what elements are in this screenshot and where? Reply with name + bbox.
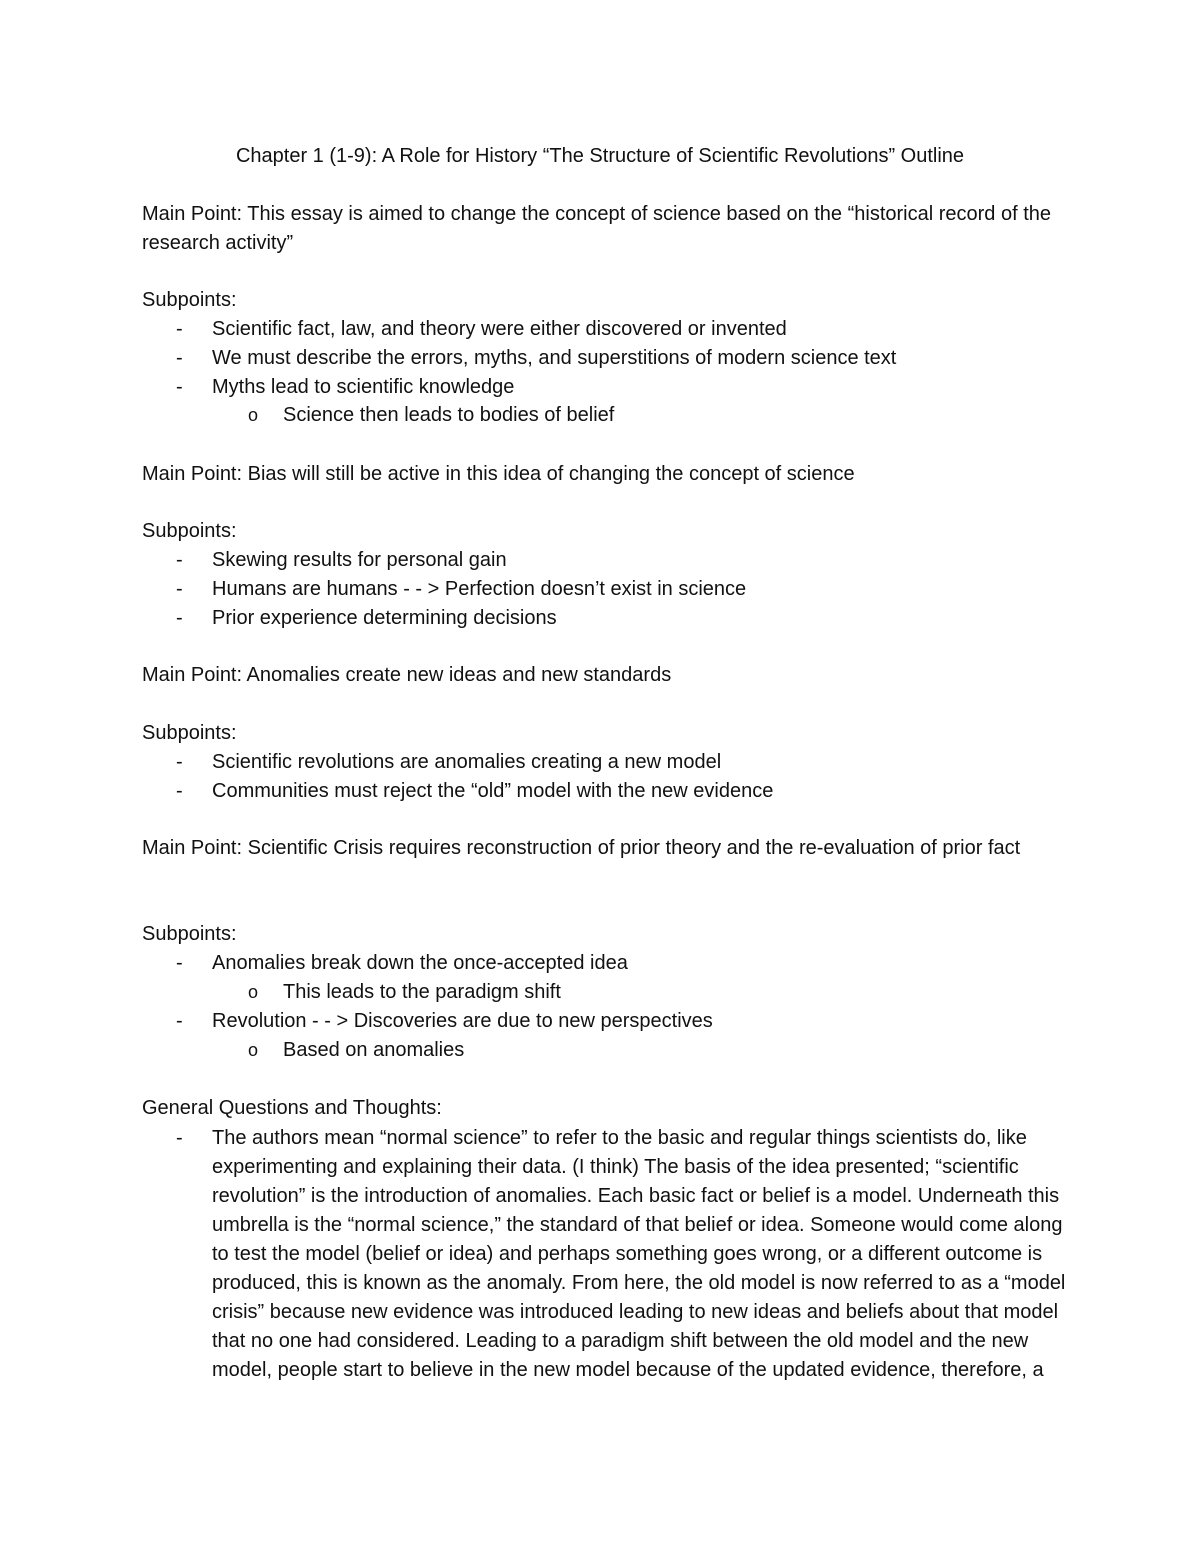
main-point-1: Main Point: This essay is aimed to change the concept of science based on the “historical record of the research activity” bbox=[142, 203, 1052, 254]
dash-marker: - bbox=[176, 376, 183, 398]
sub-bullet-text: Science then leads to bodies of belief bbox=[283, 404, 615, 426]
main-point-3: Main Point: Anomalies create new ideas and new standards bbox=[142, 664, 672, 686]
bullet-text: Scientific fact, law, and theory were either discovered or invented bbox=[212, 318, 787, 340]
subpoints-label-3: Subpoints: bbox=[142, 722, 237, 744]
dash-marker: - bbox=[176, 347, 183, 369]
bullet-text: Prior experience determining decisions bbox=[212, 607, 557, 629]
circle-marker: o bbox=[248, 1040, 259, 1060]
dash-marker: - bbox=[176, 1127, 183, 1149]
dash-marker: - bbox=[176, 549, 183, 571]
dash-marker: - bbox=[176, 780, 183, 802]
general-paragraph: The authors mean “normal science” to refer to the basic and regular things scientists do, like experimenting and explaining their data. (I think) The basis of the idea presented; “scientific revolution” is the introduction of anomalies. Each basic fact or belief is a model. Underneath this umbrella is the “normal science,” the standard of that belief or idea. Someone would come along to test the model (belief or idea) and perhaps something goes wrong, or a different outcome is produced, this is known as the anomaly. From here, the old model is now referred to as a “model crisis” because new evidence was introduced leading to new ideas and beliefs about that model that no one had considered. Leading to a paradigm shift between the old model and the new model, people start to believe in the new model because of the updated evidence, therefore, a bbox=[212, 1127, 1066, 1381]
subpoints-label-4: Subpoints: bbox=[142, 923, 237, 945]
general-heading: General Questions and Thoughts: bbox=[142, 1097, 442, 1119]
bullet-text: Communities must reject the “old” model with the new evidence bbox=[212, 780, 774, 802]
bullet-text: Humans are humans - - > Perfection doesn’t exist in science bbox=[212, 578, 747, 600]
dash-marker: - bbox=[176, 318, 183, 340]
sub-bullet-text: This leads to the paradigm shift bbox=[283, 981, 561, 1003]
circle-marker: o bbox=[248, 405, 259, 425]
bullet-text: Revolution - - > Discoveries are due to new perspectives bbox=[212, 1010, 713, 1032]
subpoints-label-2: Subpoints: bbox=[142, 520, 237, 542]
bullet-text: Skewing results for personal gain bbox=[212, 549, 507, 571]
dash-marker: - bbox=[176, 751, 183, 773]
dash-marker: - bbox=[176, 1010, 183, 1032]
subpoints-label-1: Subpoints: bbox=[142, 289, 237, 311]
dash-marker: - bbox=[176, 952, 183, 974]
dash-marker: - bbox=[176, 578, 183, 600]
main-point-2: Main Point: Bias will still be active in this idea of changing the concept of science bbox=[142, 463, 855, 485]
dash-marker: - bbox=[176, 607, 183, 629]
document-title: Chapter 1 (1-9): A Role for History “The Structure of Scientific Revolutions” Outline bbox=[235, 145, 965, 167]
bullet-text: Scientific revolutions are anomalies creating a new model bbox=[212, 751, 722, 773]
sub-bullet-text: Based on anomalies bbox=[283, 1039, 465, 1061]
bullet-text: Anomalies break down the once-accepted idea bbox=[212, 952, 628, 974]
bullet-text: Myths lead to scientific knowledge bbox=[212, 376, 515, 398]
main-point-4: Main Point: Scientific Crisis requires reconstruction of prior theory and the re-evaluation of prior fact bbox=[142, 837, 1021, 859]
bullet-text: We must describe the errors, myths, and superstitions of modern science text bbox=[212, 347, 897, 369]
circle-marker: o bbox=[248, 982, 259, 1002]
